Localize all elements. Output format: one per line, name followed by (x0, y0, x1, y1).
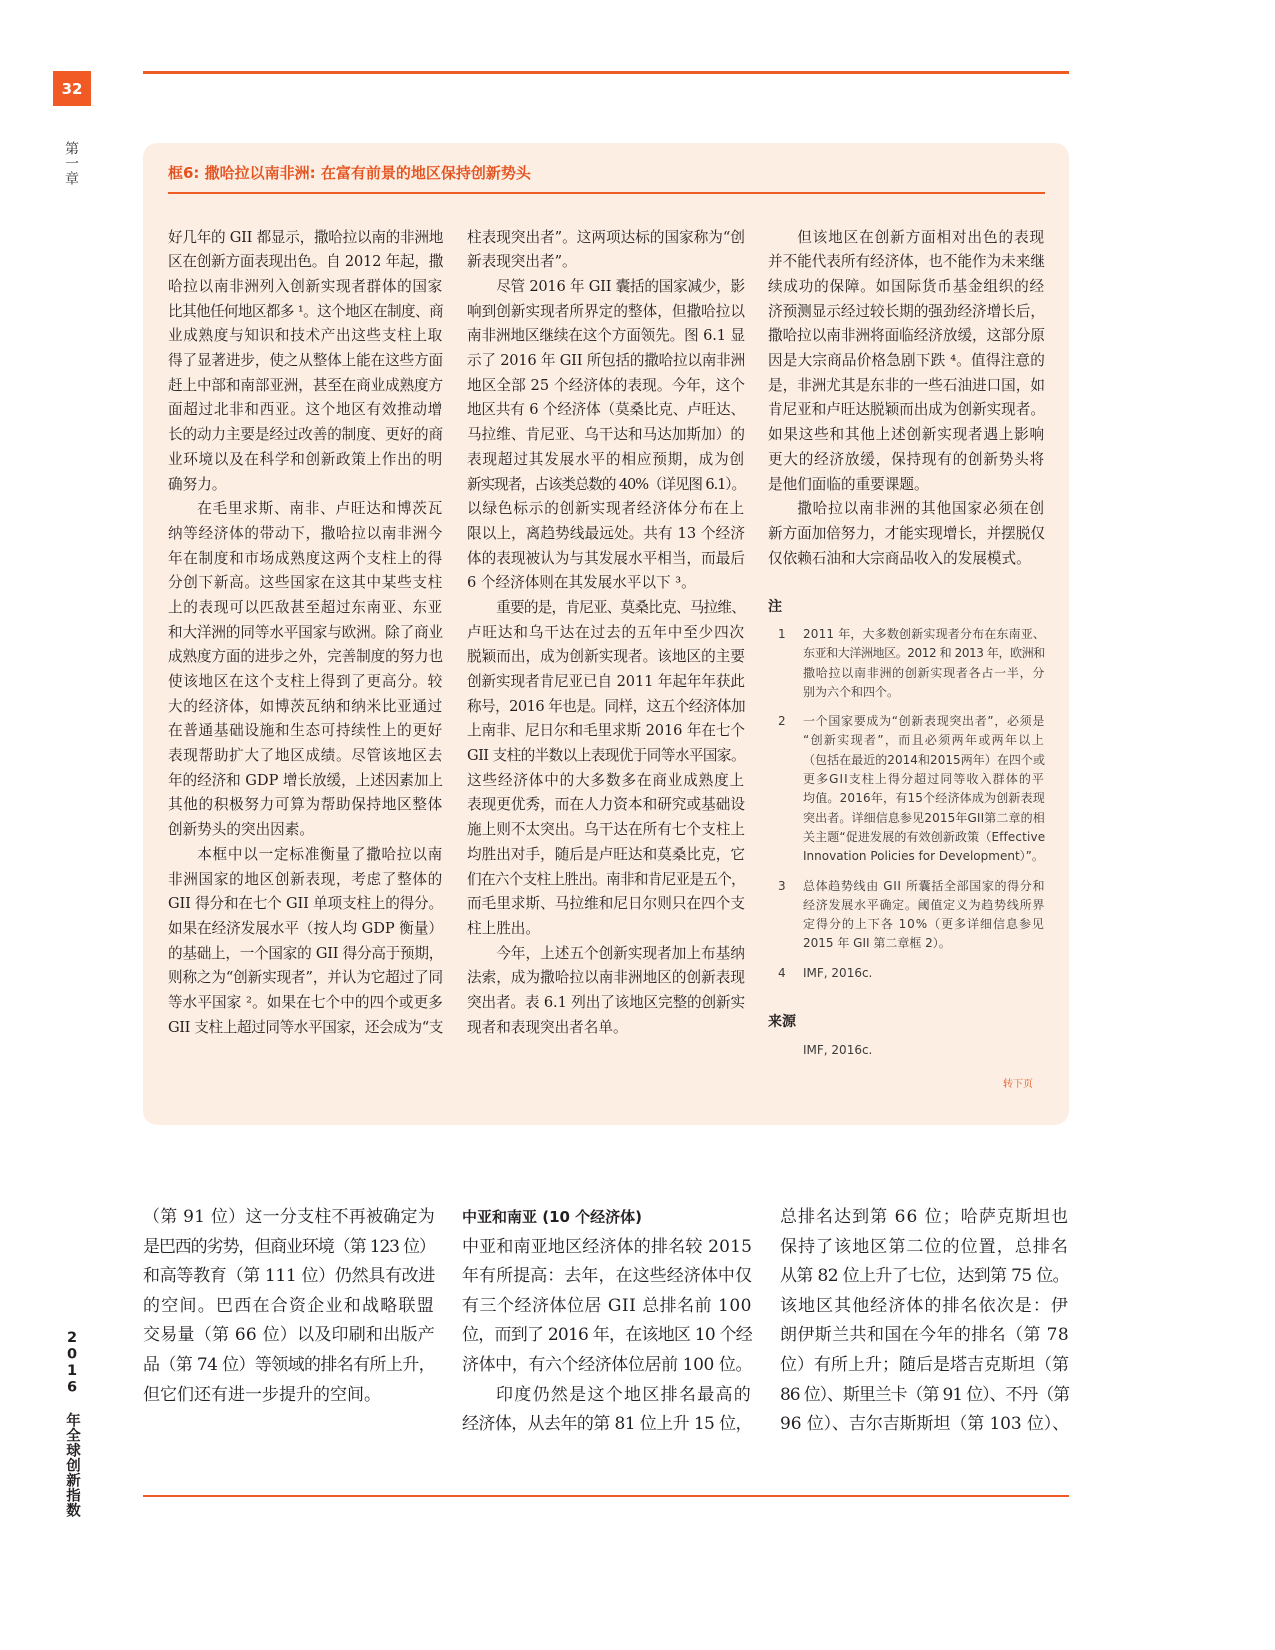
text-line-text: 的空间。巴西在合资企业和战略联盟 (143, 1295, 435, 1316)
text-line-text: 使该地区在这个支柱上得到了更高分。较 (168, 673, 443, 691)
box-title: 框6: 撒哈拉以南非洲: 在富有前景的地区保持创新势头 (168, 164, 531, 182)
text-line (467, 349, 745, 374)
text-line (780, 1321, 1069, 1351)
text-line-text: 成熟度方面的进步之外，完善制度的努力也 (168, 648, 444, 666)
text-line (168, 300, 443, 325)
text-line (467, 892, 745, 917)
text-line (462, 1292, 752, 1322)
text-line-text: 总体趋势线由 GII 所囊括全部国家的得分和 (803, 878, 1046, 893)
box-column-3 (768, 226, 1045, 572)
text-line (768, 250, 1045, 275)
text-line-text: 关主题“促进发展的有效创新政策（Effective (803, 829, 1046, 844)
text-line-text: 96 位）、吉尔吉斯斯坦（第 103 位）、 (780, 1414, 1070, 1435)
text-line (467, 991, 745, 1016)
text-line (168, 744, 443, 769)
text-line-text: 则称之为“创新实现者”，并认为它超过了同 (168, 969, 444, 987)
text-line-text: 如果这些和其他上述创新实现者遇上影响 (768, 426, 1045, 444)
text-line-text: 续成功的保障。如国际货币基金组织的经 (768, 278, 1045, 296)
box-title-rule (168, 192, 1045, 194)
text-line-text: 重要的是，肯尼亚、莫桑比克、马拉维、 (496, 598, 746, 616)
note-text (803, 964, 1045, 983)
text-line-text: 2015 年 GII 第二章框 2）。 (803, 936, 951, 951)
text-line (780, 1233, 1069, 1263)
text-line-text: 保持了该地区第二位的位置，总排名 (780, 1236, 1069, 1257)
text-line (168, 448, 443, 473)
text-line-text: 柱上胜出。 (467, 919, 540, 937)
text-line (168, 769, 443, 794)
text-line (168, 843, 443, 868)
paragraph (467, 596, 745, 942)
text-line (803, 625, 1045, 644)
text-line-text: 但它们还有进一步提升的空间。 (143, 1384, 381, 1405)
text-line (143, 1292, 435, 1322)
note-text (803, 625, 1045, 702)
text-line (768, 300, 1045, 325)
text-line (467, 843, 745, 868)
text-line-text: 6 个经济体则在其发展水平以下 ³。 (467, 574, 696, 592)
text-line (768, 473, 1045, 498)
text-line (803, 934, 1045, 953)
book-title-vertical: 2016 年全球创新指数 (64, 1330, 80, 1518)
text-line-text: 经济体，从去年的第 81 位上升 15 位， (462, 1414, 752, 1435)
paragraph (780, 1203, 1069, 1440)
text-line-text: GII 支柱的半数以上表现优于同等水平国家。 (467, 747, 745, 765)
text-line-text: 创新实现者肯尼亚已自 2011 年起年年获此 (467, 673, 745, 691)
text-line-text: 体的表现被认为与其发展水平相当，而最后 (467, 549, 746, 567)
note-item (768, 712, 1045, 866)
text-line (168, 571, 443, 596)
text-line-text: 大的经济体，如博茨瓦纳和纳米比亚通过 (168, 697, 443, 715)
text-line-text: 中亚和南亚地区经济体的排名较 2015 (462, 1236, 753, 1257)
text-line-text: 是巴西的劣势，但商业环境（第 123 位） (143, 1236, 435, 1257)
text-line-text: 尽管 2016 年 GII 囊括的国家减少，影 (496, 278, 745, 296)
text-line (143, 1381, 435, 1411)
text-line (768, 497, 1045, 522)
text-line-text: 其他的积极努力可算为帮助保持地区整体 (168, 796, 443, 814)
text-line-text: 济体中，有六个经济体位居前 100 位。 (462, 1354, 753, 1375)
text-line (467, 670, 745, 695)
text-line (467, 793, 745, 818)
text-line-text: 法索，成为撒哈拉以南非洲地区的创新表现 (467, 969, 746, 987)
text-line-text: 济预测显示经过较长期的强劲经济增长后， (768, 302, 1045, 320)
text-line (462, 1351, 752, 1381)
text-line-text: 施上则不太突出。乌干达在所有七个支柱上 (467, 821, 746, 839)
text-line-text: 纳等经济体的带动下，撒哈拉以南非洲今 (168, 524, 443, 542)
text-line (467, 473, 745, 498)
text-line (467, 621, 745, 646)
text-line-text: （第 91 位）这一分支柱不再被确定为 (143, 1207, 435, 1227)
text-line-text: 区在创新方面表现出色。自 2012 年起，撒 (168, 253, 444, 271)
text-line-text: 86 位）、斯里兰卡（第 91 位）、不丹（第 (780, 1384, 1069, 1405)
text-line-text: 等水平国家 ²。如果在七个中的四个或更多 (168, 993, 443, 1011)
text-line (168, 917, 443, 942)
sources-heading: 来源 (768, 1014, 796, 1030)
text-line (803, 915, 1045, 934)
text-line-text: 一个国家要成为“创新表现突出者”，必须是 (803, 714, 1046, 729)
paragraph (143, 1203, 435, 1410)
text-line-text: 地区全部 25 个经济体的表现。今年，这个 (467, 376, 746, 394)
text-line-text: 南非洲地区继续在这个方面领先。图 6.1 显 (467, 327, 745, 345)
footer-rule (143, 1495, 1069, 1497)
text-line (768, 448, 1045, 473)
text-line (467, 547, 745, 572)
text-line-text: 经济发展水平确定。阈值定义为趋势线所界 (803, 897, 1046, 912)
text-line (168, 226, 443, 251)
text-line (467, 719, 745, 744)
text-line (467, 250, 745, 275)
text-line-text: 表现超过其发展水平的相应预期，成为创 (467, 450, 745, 468)
text-line-text: 本框中以一定标准衡量了撒哈拉以南 (197, 845, 444, 863)
text-line (467, 868, 745, 893)
text-line-text: 从第 82 位上升了七位，达到第 75 位。 (780, 1266, 1070, 1287)
text-line-text: 脱颖而出，成为创新实现者。该地区的主要 (467, 648, 746, 666)
text-line-text: 在普通基础设施和生态可持续性上的更好 (168, 722, 443, 740)
text-line (168, 991, 443, 1016)
note-text (803, 877, 1045, 954)
body-column-2 (462, 1203, 752, 1440)
text-line (467, 1016, 745, 1041)
text-line-text: 新表现突出者”。 (467, 253, 577, 271)
text-line-text: 东亚和大洋洲地区。2012 和 2013 年，欧洲和 (803, 646, 1045, 661)
chapter-label: 第一章 (63, 141, 79, 186)
note-number: 4 (778, 965, 786, 980)
text-line (168, 324, 443, 349)
text-line-text: IMF, 2016c. (803, 965, 873, 980)
box-column-1 (168, 226, 443, 1041)
text-line-text: 2011 年，大多数创新实现者分布在东南亚、 (803, 627, 1046, 641)
text-line-text: 朗伊斯兰共和国在今年的排名（第 78 (780, 1325, 1070, 1346)
text-line-text: 这些经济体中的大多数多在商业成熟度上 (467, 771, 745, 789)
text-line-text: 创新势头的突出因素。 (168, 821, 314, 839)
text-line-text: 突出者。详细信息参见2015年GII第二章的相 (803, 810, 1045, 825)
text-line (168, 522, 443, 547)
page-number: 32 (53, 71, 91, 106)
text-line (467, 769, 745, 794)
text-line (768, 324, 1045, 349)
text-line (168, 818, 443, 843)
text-line (143, 1233, 435, 1263)
text-line (768, 374, 1045, 399)
text-line-text: 赶上中部和南部亚洲，甚至在商业成熟度方 (168, 376, 444, 394)
text-line (168, 374, 443, 399)
text-line-text: 确努力。 (168, 475, 227, 493)
text-line-text: 示了 2016 年 GII 所包括的撒哈拉以南非洲 (467, 352, 745, 370)
paragraph (467, 226, 745, 275)
text-line (467, 695, 745, 720)
text-line-text: 年有所提高：去年，在这些经济体中仅 (462, 1266, 753, 1287)
section-heading: 中亚和南亚 (10 个经济体) (462, 1208, 643, 1226)
text-line-text: 更大的经济放缓，保持现有的创新势头将 (768, 450, 1045, 468)
paragraph (467, 275, 745, 596)
text-line-text: 响到创新实现者所界定的整体，但撒哈拉以 (467, 302, 746, 320)
text-line-text: 好几年的 GII 都显示，撒哈拉以南的非洲地 (168, 228, 444, 246)
text-line (467, 374, 745, 399)
text-line-text: 位，而到了 2016 年，在该地区 10 个经 (462, 1325, 753, 1346)
text-line-text: 因是大宗商品价格急剧下跌 ⁴。值得注意的 (768, 352, 1045, 370)
text-line-text: 上的表现可以匹敌甚至超过东南亚、东亚 (168, 598, 443, 616)
paragraph (168, 843, 443, 1041)
text-line-text: 是他们面临的重要课题。 (768, 475, 929, 493)
text-line (168, 547, 443, 572)
text-line (168, 473, 443, 498)
text-line (768, 349, 1045, 374)
text-line (168, 596, 443, 621)
text-line-text: 地区共有 6 个经济体（莫桑比克、卢旺达、 (467, 401, 745, 419)
text-line (803, 877, 1045, 896)
text-line-text: 新方面加倍努力，才能实现增长，并摆脱仅 (768, 524, 1045, 542)
text-line (780, 1351, 1069, 1381)
text-line-text: 比其他任何地区都多 ¹。这个地区在制度、商 (168, 302, 443, 320)
paragraph (768, 497, 1045, 571)
text-line (143, 1351, 435, 1381)
text-line (168, 645, 443, 670)
paragraph (168, 497, 443, 843)
text-line (168, 942, 443, 967)
text-line (462, 1321, 752, 1351)
text-line-text: 均值。2016年，有15个经济体成为创新表现 (803, 791, 1045, 806)
text-line-text: 和大洋洲的同等水平国家与欧洲。除了商业 (168, 623, 444, 641)
text-line (168, 868, 443, 893)
text-line (462, 1410, 752, 1440)
text-line-text: 分创下新高。这些国家在这其中某些支柱 (168, 574, 443, 592)
text-line (780, 1262, 1069, 1292)
text-line-text: 是，非洲尤其是东非的一些石油进口国，如 (768, 376, 1045, 394)
text-line-text: 突出者。表 6.1 列出了该地区完整的创新实 (467, 993, 745, 1011)
text-line (467, 226, 745, 251)
text-line-text: 有三个经济体位居 GII 总排名前 100 (462, 1295, 752, 1316)
text-line (467, 448, 745, 473)
header-rule (143, 71, 1069, 74)
text-line-text: 们在六个支柱上胜出。南非和肯尼亚是五个， (467, 870, 746, 888)
text-line (768, 547, 1045, 572)
text-line (780, 1203, 1069, 1233)
text-line-text: 卢旺达和乌干达在过去的五年中至少四次 (467, 623, 745, 641)
text-line-text: 的基础上，一个国家的 GII 得分高于预期， (168, 944, 444, 962)
text-line (168, 719, 443, 744)
text-line (168, 793, 443, 818)
text-line (467, 571, 745, 596)
text-line-text: 以绿色标示的创新实现者经济体分布在上 (467, 500, 745, 518)
text-line (780, 1410, 1069, 1440)
text-line (168, 670, 443, 695)
text-line (168, 892, 443, 917)
text-line-text: GII 支柱上超过同等水平国家，还会成为“支 (168, 1018, 444, 1036)
text-line (168, 423, 443, 448)
text-line (803, 964, 1045, 983)
text-line-text: 如果在经济发展水平（按人均 GDP 衡量） (168, 919, 443, 937)
notes-list (768, 625, 1045, 993)
text-line (803, 809, 1045, 828)
text-line (467, 942, 745, 967)
text-line (803, 847, 1045, 866)
text-line-text: （包括在最近的2014和2015两年）在四个或 (803, 752, 1045, 767)
text-line (168, 275, 443, 300)
text-line (467, 324, 745, 349)
text-line (168, 250, 443, 275)
text-line (467, 818, 745, 843)
text-line (768, 226, 1045, 251)
note-number: 2 (778, 714, 786, 729)
text-line (168, 398, 443, 423)
text-line (168, 621, 443, 646)
text-line (803, 712, 1045, 731)
text-line (803, 664, 1045, 683)
text-line-text: GII 得分和在七个 GII 单项支柱上的得分。 (168, 895, 443, 913)
text-line-text: 并不能代表所有经济体，也不能作为未来继 (768, 253, 1045, 271)
text-line (803, 770, 1045, 789)
text-line-text: 长的动力主要是经过改善的制度、更好的商 (168, 426, 444, 444)
text-line-text: 定得分的上下各 10%（更多详细信息参见 (803, 917, 1045, 932)
text-line (803, 751, 1045, 770)
text-line-text: 限以上，离趋势线最远处。共有 13 个经济 (467, 524, 746, 542)
note-item (768, 877, 1045, 954)
text-line (143, 1262, 435, 1292)
text-line-text: 仅依赖石油和大宗商品收入的发展模式。 (768, 549, 1031, 567)
text-line (168, 695, 443, 720)
paragraph (462, 1233, 752, 1381)
text-line-text: 总排名达到第 66 位；哈萨克斯坦也 (780, 1207, 1069, 1227)
text-line-text: 哈拉以南非洲列入创新实现者群体的国家 (168, 278, 443, 296)
text-line (768, 423, 1045, 448)
text-line (168, 1016, 443, 1041)
text-line (462, 1381, 752, 1411)
body-column-3 (780, 1203, 1069, 1440)
paragraph (467, 942, 745, 1041)
text-line-text: 撒哈拉以南非洲将面临经济放缓，这部分原 (768, 327, 1045, 345)
text-line (143, 1203, 435, 1233)
text-line (803, 789, 1045, 808)
box-column-2 (467, 226, 745, 1041)
text-line-text: 今年，上述五个创新实现者加上布基纳 (496, 944, 745, 962)
text-line-text: 均胜出对手，随后是卢旺达和莫桑比克，它 (467, 845, 746, 863)
source-item: IMF, 2016c. (803, 1043, 873, 1057)
paragraph (168, 226, 443, 498)
text-line-text: 印度仍然是这个地区排名最高的 (496, 1384, 753, 1405)
note-number: 1 (778, 627, 786, 641)
text-line-text: 而毛里求斯、马拉维和尼日尔则只在四个支 (467, 895, 746, 913)
notes-heading: 注 (768, 599, 782, 615)
note-number: 3 (778, 878, 786, 893)
text-line-text: 别为六个和四个。 (803, 684, 900, 699)
text-line (467, 497, 745, 522)
text-line-text: “创新实现者”，而且必须两年或两年以上 (803, 733, 1046, 748)
text-line-text: 业成熟度与知识和技术产出这些支柱上取 (168, 327, 443, 345)
text-line-text: 交易量（第 66 位）以及印刷和出版产 (143, 1325, 435, 1346)
text-line (467, 645, 745, 670)
text-line-text: 面超过北非和西亚。这个地区有效推动增 (168, 401, 443, 419)
text-line-text: 撒哈拉以南非洲的创新实现者各占一半，分 (803, 665, 1046, 680)
text-line-text: 表现帮助扩大了地区成绩。尽管该地区去 (168, 747, 443, 765)
text-line (780, 1292, 1069, 1322)
text-line-text: Innovation Policies for Development）”。 (803, 849, 1044, 864)
text-line (462, 1233, 752, 1263)
text-line (467, 596, 745, 621)
text-line (768, 275, 1045, 300)
text-line (803, 828, 1045, 847)
text-line-text: 柱表现突出者”。这两项达标的国家称为“创 (467, 228, 746, 246)
text-line (467, 423, 745, 448)
text-line-text: 上南非、尼日尔和毛里求斯 2016 年在七个 (467, 722, 745, 740)
text-line (780, 1381, 1069, 1411)
text-line (467, 917, 745, 942)
text-line (168, 349, 443, 374)
text-line-text: 该地区其他经济体的排名依次是：伊 (780, 1295, 1069, 1316)
note-text (803, 712, 1045, 866)
text-line-text: 表现更优秀，而在人力资本和研究或基础设 (467, 796, 746, 814)
text-line-text: 更多GII支柱上得分超过同等收入群体的平 (803, 772, 1045, 787)
text-line (803, 896, 1045, 915)
text-line (467, 522, 745, 547)
text-line (168, 966, 443, 991)
text-line (768, 522, 1045, 547)
text-line-text: 和高等教育（第 111 位）仍然具有改进 (143, 1266, 436, 1287)
text-line-text: 称号，2016 年也是。同样，这五个经济体加 (467, 697, 745, 715)
text-line-text: 新实现者，占该类总数的 40%（详见图 6.1）。 (467, 475, 745, 493)
paragraph (768, 226, 1045, 498)
text-line-text: 品（第 74 位）等领域的排名有所上升， (143, 1354, 436, 1375)
note-item (768, 964, 1045, 983)
text-line (168, 497, 443, 522)
text-line (467, 966, 745, 991)
text-line-text: 年在制度和市场成熟度这两个支柱上的得 (168, 549, 443, 567)
text-line (803, 644, 1045, 663)
text-line-text: 马拉维、肯尼亚、乌干达和马达加斯加）的 (467, 426, 746, 444)
text-line (803, 683, 1045, 702)
text-line-text: 在毛里求斯、南非、卢旺达和博茨瓦 (197, 500, 444, 518)
text-line-text: 位）有所上升；随后是塔吉克斯坦（第 (780, 1354, 1069, 1375)
text-line-text: 业环境以及在科学和创新政策上作出的明 (168, 450, 443, 468)
text-line-text: 撒哈拉以南非洲的其他国家必须在创 (797, 500, 1045, 518)
text-line (467, 300, 745, 325)
text-line (768, 398, 1045, 423)
continued-label: 转下页 (1003, 1079, 1033, 1090)
text-line-text: 得了显著进步，使之从整体上能在这些方面 (168, 352, 444, 370)
body-column-1 (143, 1203, 435, 1410)
text-line (803, 731, 1045, 750)
paragraph (462, 1381, 752, 1440)
text-line (467, 744, 745, 769)
text-line (143, 1321, 435, 1351)
text-line-text: 但该地区在创新方面相对出色的表现 (797, 228, 1045, 246)
text-line (462, 1262, 752, 1292)
text-line-text: 肯尼亚和卢旺达脱颖而出成为创新实现者。 (768, 401, 1045, 419)
text-line (467, 398, 745, 423)
text-line (467, 275, 745, 300)
text-line-text: 年的经济和 GDP 增长放缓，上述因素加上 (168, 771, 443, 789)
text-line-text: 非洲国家的地区创新表现，考虑了整体的 (168, 870, 443, 888)
text-line-text: 现者和表现突出者名单。 (467, 1018, 628, 1036)
note-item (768, 625, 1045, 702)
